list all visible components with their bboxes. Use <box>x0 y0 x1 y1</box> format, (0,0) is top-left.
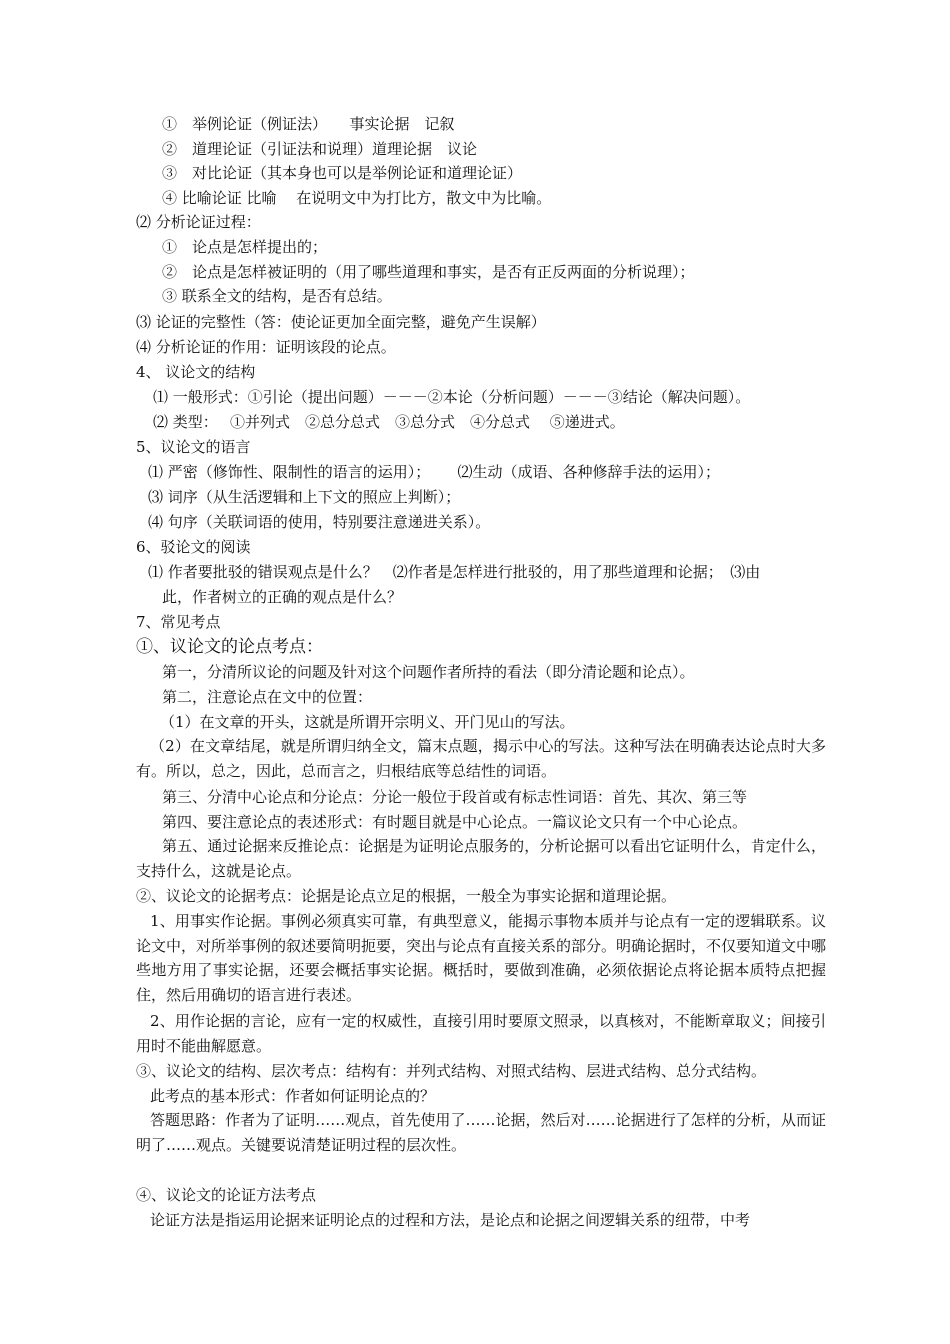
text-line: ⑶ 词序（从生活逻辑和上下文的照应上判断）； <box>148 488 461 506</box>
paragraph: 答题思路：作者为了证明……观点，首先使用了……论据，然后对……论据进行了怎样的分析，从而证明了……观点。关键要说清楚证明过程的层次性。 <box>136 1111 826 1154</box>
text-line: 此，作者树立的正确的观点是什么？ <box>162 588 403 606</box>
text-line: ① 论点是怎样提出的； <box>162 238 328 256</box>
paragraph: 2、用作论据的言论，应有一定的权威性，直接引用时要原文照录，以真核对，不能断章取义；间接引用时不能曲解愿意。 <box>136 1012 826 1055</box>
text-line: 论证方法是指运用论据来证明论点的过程和方法，是论点和论据之间逻辑关系的纽带，中考 <box>150 1211 751 1229</box>
text-line: 第一，分清所议论的问题及针对这个问题作者所持的看法（即分清论题和论点）。 <box>162 663 695 681</box>
text-line: 此考点的基本形式：作者如何证明论点的？ <box>150 1087 436 1105</box>
paragraph: 1、用事实作论据。事例必须真实可靠，有典型意义，能揭示事物本质并与论点有一定的逻辑联系。议论文中，对所举事例的叙述要简明扼要，突出与论点有直接关系的部分。明确论据时，不仅要知道文中哪些地方用了事实论据，还要会概括事实论据。概括时，要做到准确，必须依据论点将论据本质特点把握住，然后用确切的语言进行表述。 <box>136 912 827 1004</box>
text-line: （1）在文章的开头，这就是所谓开宗明义、开门见山的写法。 <box>160 713 575 731</box>
text-line: ① 举例论证（例证法） 事实论据 记叙 <box>162 115 455 133</box>
section-heading: 4、 议论文的结构 <box>136 363 256 381</box>
text-line: ⑴ 严密（修饰性、限制性的语言的运用）； ⑵生动（成语、各种修辞手法的运用）； <box>148 463 721 481</box>
text-line: ⑷ 句序（关联词语的使用，特别要注意递进关系）。 <box>148 513 491 531</box>
text-line: ③ 联系全文的结构，是否有总结。 <box>162 287 392 305</box>
text-line: ⑶ 论证的完整性（答：使论证更加全面完整，避免产生误解） <box>136 313 546 331</box>
text-line: 第三、分清中心论点和分论点：分论一般位于段首或有标志性词语：首先、其次、第三等 <box>162 788 748 806</box>
subsection-heading: ③、议论文的结构、层次考点：结构有：并列式结构、对照式结构、层进式结构、总分式结构。 <box>136 1062 767 1080</box>
text-line: ② 论点是怎样被证明的（用了哪些道理和事实，是否有正反两面的分析说理）； <box>162 263 695 281</box>
section-heading: 7、常见考点 <box>136 613 221 631</box>
text-line: 第四、要注意论点的表述形式：有时题目就是中心论点。一篇议论文只有一个中心论点。 <box>162 813 748 831</box>
subsection-heading: ④、议论文的论证方法考点 <box>136 1186 317 1204</box>
text-line: ⑴ 作者要批驳的错误观点是什么？ ⑵作者是怎样进行批驳的，用了那些道理和论据； ⑶由 <box>148 563 761 581</box>
paragraph: 第五、通过论据来反推论点：论据是为证明论点服务的，分析论据可以看出它证明什么，肯定什么，支持什么，这就是论点。 <box>136 837 826 880</box>
text-line: ⑴ 一般形式：①引论（提出问题）－－－②本论（分析问题）－－－③结论（解决问题）。 <box>153 388 751 406</box>
text-line: 第二，注意论点在文中的位置： <box>162 688 373 706</box>
section-heading: 6、驳论文的阅读 <box>136 538 251 556</box>
section-heading: 5、议论文的语言 <box>136 438 251 456</box>
subsection-heading: ②、议论文的论据考点：论据是论点立足的根据，一般全为事实论据和道理论据。 <box>136 887 677 905</box>
text-line: ⑵ 分析论证过程： <box>136 213 261 231</box>
text-line: ④ 比喻论证 比喻 在说明文中为打比方，散文中为比喻。 <box>162 189 552 207</box>
text-line: ② 道理论证（引证法和说理）道理论据 议论 <box>162 140 478 158</box>
text-line: ③ 对比论证（其本身也可以是举例论证和道理论证） <box>162 164 523 182</box>
text-line: ⑵ 类型： ①并列式 ②总分总式 ③总分式 ④分总式 ⑤递进式。 <box>153 413 625 431</box>
paragraph: （2）在文章结尾，就是所谓归纳全文，篇末点题，揭示中心的写法。这种写法在明确表达论点时大多有。所以，总之，因此，总而言之，归根结底等总结性的词语。 <box>136 737 826 780</box>
text-line: ⑷ 分析论证的作用：证明该段的论点。 <box>136 338 396 356</box>
subsection-heading: ①、议论文的论点考点： <box>136 637 323 657</box>
